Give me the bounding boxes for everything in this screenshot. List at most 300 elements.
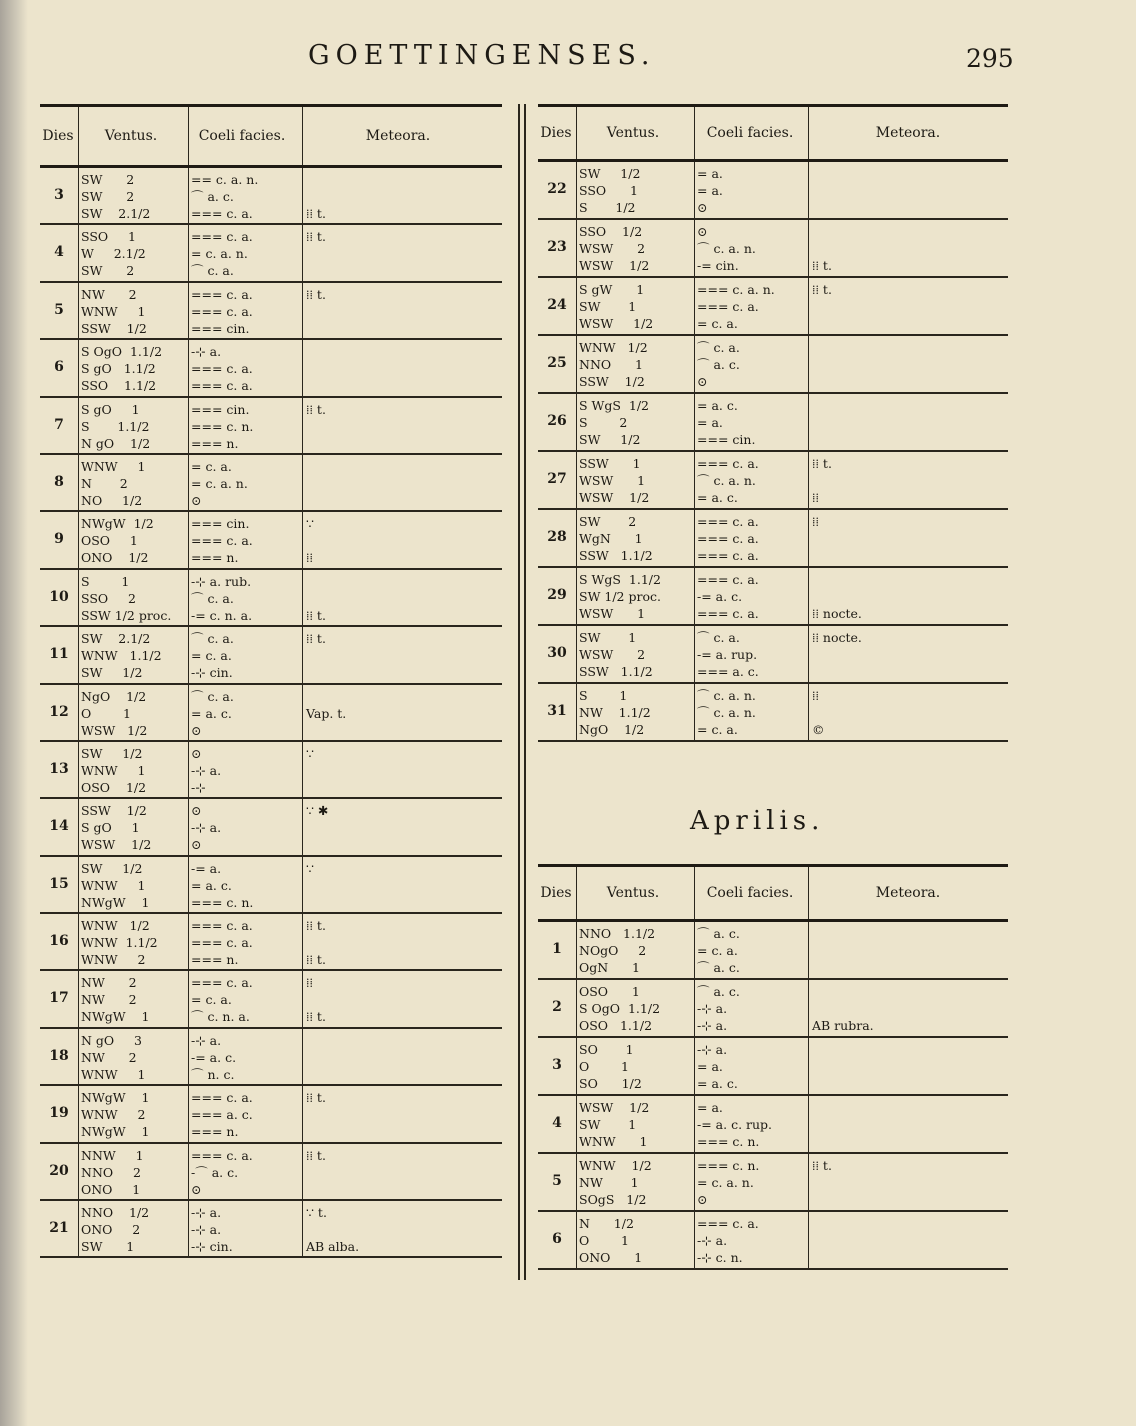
column-rule xyxy=(78,455,79,510)
sky-cell xyxy=(697,925,740,976)
column-rule xyxy=(302,168,303,223)
wind-cell-line: OSO 1.1/2 xyxy=(579,1018,653,1033)
header-meteora: Meteora. xyxy=(875,885,941,901)
meteora-cell-line: ⁞⁞ t. xyxy=(812,1158,832,1173)
sky-cell-line: === c. a. xyxy=(191,361,253,377)
meteora-cell-line xyxy=(306,664,326,681)
wind-cell xyxy=(579,571,661,622)
day-number: 16 xyxy=(49,933,69,950)
column-rule xyxy=(576,278,577,334)
wind-cell-line: S 1 xyxy=(81,573,130,589)
day-row xyxy=(40,340,502,397)
meteora-cell xyxy=(306,802,328,853)
sky-cell-line: -⊹ c. n. xyxy=(697,1250,743,1265)
meteora-cell xyxy=(306,401,326,452)
meteora-cell-line xyxy=(306,991,326,1008)
wind-cell-line: S gO 1 xyxy=(81,820,140,836)
wind-cell-line: SSO 1/2 xyxy=(579,224,643,239)
meteora-cell xyxy=(812,629,862,680)
day-number: 26 xyxy=(547,413,567,429)
sky-cell xyxy=(697,455,759,506)
meteora-cell-line: ⁞⁞ nocte. xyxy=(812,630,862,645)
wind-cell-line: SW 1 xyxy=(579,630,637,645)
column-rule xyxy=(694,452,695,508)
day-number: 24 xyxy=(547,297,567,313)
day-number: 11 xyxy=(49,646,69,663)
sky-cell-line: ⌒ a. c. xyxy=(697,357,740,372)
day-row xyxy=(538,336,1008,394)
table-body xyxy=(538,922,1008,1270)
meteora-cell-line xyxy=(306,188,326,205)
sky-cell xyxy=(697,1041,738,1092)
sky-cell-line: === c. a. xyxy=(697,1216,759,1231)
sky-cell xyxy=(697,223,756,274)
sky-cell xyxy=(697,397,755,448)
sky-cell xyxy=(697,339,740,390)
column-rule xyxy=(188,168,189,223)
day-row xyxy=(40,283,502,340)
wind-cell xyxy=(579,281,653,332)
day-number: 12 xyxy=(49,703,69,720)
wind-cell-line: S WgS 1.1/2 xyxy=(579,572,661,587)
meteora-cell-line: ⁞⁞ t. xyxy=(812,456,832,471)
sky-cell-line: = c. a. xyxy=(697,722,738,737)
meteora-cell-line xyxy=(306,590,326,607)
wind-cell-line: WNW 1.1/2 xyxy=(81,648,162,664)
sky-cell-line: -⊹ a. xyxy=(191,344,222,360)
wind-cell-line: SW 1/2 xyxy=(579,166,641,181)
sky-cell-line: ⌒ c. a. n. xyxy=(697,705,756,720)
column-rule xyxy=(188,512,189,567)
column-rule xyxy=(302,1144,303,1199)
wind-cell-line: SW 1 xyxy=(81,1239,135,1255)
column-rule xyxy=(302,1086,303,1141)
meteora-cell xyxy=(306,515,314,566)
sky-cell-line: ⊙ xyxy=(191,745,202,761)
wind-cell xyxy=(81,515,154,566)
column-rule xyxy=(78,627,79,682)
sky-cell xyxy=(191,802,221,853)
column-rule xyxy=(694,980,695,1036)
meteora-cell-line: AB alba. xyxy=(306,1239,360,1255)
meteora-cell xyxy=(812,687,825,738)
sky-cell-line: === c. a. xyxy=(191,918,253,934)
wind-cell xyxy=(579,397,649,448)
column-rule xyxy=(576,336,577,392)
column-divider xyxy=(518,104,520,1280)
meteora-cell-line xyxy=(306,1106,326,1123)
day-row xyxy=(40,914,502,971)
meteora-cell xyxy=(306,1147,326,1198)
sky-cell-line: === c. a. xyxy=(697,548,759,563)
meteora-cell-line xyxy=(306,1221,359,1238)
meteora-cell-line: ⁞⁞ xyxy=(306,550,313,566)
meteora-cell-line: ∵ ✱ xyxy=(306,803,329,819)
wind-cell xyxy=(81,974,149,1025)
meteora-cell-line: Vap. t. xyxy=(306,705,347,721)
meteora-cell-line xyxy=(812,1191,832,1208)
sky-cell-line: ⌒ c. a. n. xyxy=(697,241,756,256)
wind-cell-line: SSW 1.1/2 xyxy=(579,548,653,563)
wind-cell xyxy=(81,745,146,796)
wind-cell-line: WNW 1 xyxy=(81,877,146,893)
column-rule xyxy=(808,626,809,682)
sky-cell-line: -⊹ a. xyxy=(697,1233,728,1248)
column-rule xyxy=(188,570,189,625)
header-coeli: Coeli facies. xyxy=(706,125,794,141)
column-rule xyxy=(302,283,303,338)
column-rule xyxy=(808,684,809,740)
sky-cell-line: = a. xyxy=(697,166,723,181)
wind-cell xyxy=(81,1147,144,1198)
wind-cell-line: S 1 xyxy=(579,688,628,703)
day-row xyxy=(538,980,1008,1038)
day-row xyxy=(538,394,1008,452)
wind-cell xyxy=(81,688,147,739)
column-rule xyxy=(576,922,577,978)
column-rule xyxy=(694,684,695,740)
sky-cell-line: ⊙ xyxy=(191,722,202,738)
wind-cell-line: O 1 xyxy=(579,1233,629,1248)
wind-cell xyxy=(81,917,158,968)
column-rule xyxy=(78,799,79,854)
day-row xyxy=(40,857,502,914)
column-rule xyxy=(694,626,695,682)
wind-cell-line: NW 2 xyxy=(81,992,137,1008)
meteora-cell-line xyxy=(306,303,326,320)
column-rule xyxy=(78,1029,79,1084)
wind-cell xyxy=(579,687,651,738)
wind-cell-line: OgN 1 xyxy=(579,960,640,975)
march-table-left xyxy=(40,104,502,1258)
meteora-cell-line: ⁞⁞ t. xyxy=(306,1009,326,1025)
column-rule xyxy=(188,857,189,912)
wind-cell-line: SW 1/2 xyxy=(81,665,143,681)
sky-cell-line: === c. n. xyxy=(697,1158,760,1173)
wind-cell-line: SSW 1 xyxy=(579,456,641,471)
sky-cell-line: ⌒ c. a. xyxy=(191,631,234,647)
wind-cell-line: S OgO 1.1/2 xyxy=(81,344,163,360)
wind-cell-line: O 1 xyxy=(81,705,131,721)
wind-cell-line: WNW 1 xyxy=(81,303,146,319)
column-rule xyxy=(78,570,79,625)
column-rule xyxy=(808,1154,809,1210)
meteora-cell-line: ⁞⁞ nocte. xyxy=(812,606,862,621)
meteora-cell-line: ⁞⁞ xyxy=(812,490,819,505)
column-rule xyxy=(694,1212,695,1268)
column-rule xyxy=(576,220,577,276)
meteora-cell-line: ⁞⁞ t. xyxy=(306,401,326,417)
meteora-cell-line xyxy=(306,647,326,664)
column-rule xyxy=(694,922,695,978)
column-rule xyxy=(302,627,303,682)
sky-cell-line: === c. a. xyxy=(191,1090,253,1106)
column-rule xyxy=(78,168,79,223)
sky-cell-line: === c. a. xyxy=(191,533,253,549)
meteora-cell-line: ∵ xyxy=(306,745,314,761)
meteora-cell xyxy=(306,1089,326,1140)
header-coeli: Coeli facies. xyxy=(198,128,286,144)
column-rule xyxy=(188,627,189,682)
wind-cell xyxy=(579,1099,649,1150)
meteora-cell-line xyxy=(306,894,314,911)
meteora-cell-line: ⁞⁞ t. xyxy=(306,1090,326,1106)
sky-cell-line: === cin. xyxy=(697,432,756,447)
wind-cell xyxy=(81,286,147,337)
sky-cell-line: = a. c. xyxy=(697,398,738,413)
sky-cell-line: === n. xyxy=(191,1124,239,1140)
sky-cell-line: === c. a. xyxy=(191,206,253,221)
wind-cell-line: N 2 xyxy=(81,475,128,491)
column-rule xyxy=(78,340,79,395)
day-number: 30 xyxy=(547,645,567,661)
sky-cell-line: ⊙ xyxy=(697,200,708,215)
column-rule xyxy=(576,568,577,624)
sky-cell-line: === cin. xyxy=(191,320,250,336)
day-number: 6 xyxy=(552,1231,562,1247)
wind-cell-line: SW 1/2 xyxy=(81,860,143,876)
wind-cell-line: S gW 1 xyxy=(579,282,645,297)
day-number: 15 xyxy=(49,875,69,892)
sky-cell-line: -⊹ xyxy=(191,779,206,795)
day-number: 7 xyxy=(54,416,64,433)
sky-cell-line: ⌒ a. c. xyxy=(697,960,740,975)
sky-cell xyxy=(191,745,221,796)
wind-cell-line: WNW 1 xyxy=(81,762,146,778)
sky-cell-line: === cin. xyxy=(191,516,250,532)
column-rule xyxy=(808,394,809,450)
sky-cell-line: = a. c. xyxy=(191,705,232,721)
wind-cell-line: WSW 1 xyxy=(579,606,646,621)
meteora-cell-line xyxy=(306,573,326,590)
wind-cell-line: WSW 1 xyxy=(579,473,646,488)
sky-cell xyxy=(697,983,740,1034)
day-number: 5 xyxy=(54,301,64,318)
meteora-cell-line: ∵ xyxy=(306,860,314,876)
sky-cell-line: == c. a. n. xyxy=(191,172,259,187)
sky-cell-line: === c. a. xyxy=(191,229,253,245)
column-rule xyxy=(78,1144,79,1199)
day-row xyxy=(538,1212,1008,1270)
sky-cell-line: ⌒ a. c. xyxy=(697,926,740,941)
day-row xyxy=(538,1154,1008,1212)
meteora-cell-line xyxy=(306,1123,326,1140)
sky-cell xyxy=(697,281,775,332)
column-rule xyxy=(78,857,79,912)
meteora-cell-line: ⁞⁞ xyxy=(812,688,819,703)
day-row xyxy=(40,685,502,742)
wind-cell-line: NNO 2 xyxy=(81,1164,141,1180)
column-rule xyxy=(78,283,79,338)
wind-cell-line: NWgW 1 xyxy=(81,1090,150,1106)
meteora-cell-line: ∵ xyxy=(306,516,314,532)
meteora-cell-line xyxy=(812,588,862,605)
wind-cell xyxy=(579,339,648,390)
wind-cell-line: NW 2 xyxy=(81,1049,137,1065)
sky-cell-line: === c. a. n. xyxy=(697,282,775,297)
column-rule xyxy=(302,512,303,567)
meteora-cell-line xyxy=(812,1174,832,1191)
column-rule xyxy=(188,1086,189,1141)
column-rule xyxy=(808,510,809,566)
wind-cell-line: SSW 1/2 xyxy=(579,374,645,389)
wind-cell xyxy=(579,165,640,216)
column-rule xyxy=(576,980,577,1036)
column-rule xyxy=(78,225,79,280)
sky-cell-line: ⌒ c. a. xyxy=(697,340,740,355)
wind-cell-line: SSO 1.1/2 xyxy=(81,378,157,394)
wind-cell-line: OSO 1/2 xyxy=(81,779,147,795)
wind-cell-line: SW 2 xyxy=(81,172,135,187)
meteora-cell-line xyxy=(812,663,862,680)
wind-cell-line: SO 1 xyxy=(579,1042,634,1057)
meteora-cell-line xyxy=(812,983,874,1000)
sky-cell-line: === c. a. xyxy=(191,1147,253,1163)
sky-cell-line: === c. a. xyxy=(697,606,759,621)
meteora-cell xyxy=(306,1204,359,1255)
day-number: 21 xyxy=(49,1220,69,1237)
meteora-cell xyxy=(306,745,314,796)
meteora-cell xyxy=(812,983,874,1034)
header-ventus: Ventus. xyxy=(606,125,660,141)
header-dies: Dies xyxy=(540,885,572,901)
column-rule xyxy=(188,742,189,797)
meteora-cell-line xyxy=(812,547,819,564)
day-number: 13 xyxy=(49,760,69,777)
wind-cell-line: SSO 1 xyxy=(579,183,638,198)
sky-cell xyxy=(191,974,253,1025)
day-row xyxy=(538,220,1008,278)
page-number: 295 xyxy=(966,44,1014,73)
wind-cell xyxy=(579,1041,642,1092)
column-rule xyxy=(78,1086,79,1141)
wind-cell-line: NWgW 1 xyxy=(81,1124,150,1140)
meteora-cell-line: ⁞⁞ t. xyxy=(306,1147,326,1163)
day-number: 10 xyxy=(49,588,69,605)
sky-cell-line: = c. a. n. xyxy=(191,475,248,491)
header-dies: Dies xyxy=(540,125,572,141)
day-row xyxy=(40,1029,502,1086)
wind-cell-line: SW 2 xyxy=(579,514,637,529)
wind-cell xyxy=(81,458,145,509)
wind-cell-line: SSW 1/2 xyxy=(81,320,147,336)
column-rule xyxy=(808,162,809,218)
day-number: 14 xyxy=(49,818,69,835)
meteora-cell-line xyxy=(306,1164,326,1181)
wind-cell-line: WNW 1.1/2 xyxy=(81,935,158,951)
wind-cell-line: WNW 1/2 xyxy=(81,918,150,934)
wind-cell xyxy=(81,860,149,911)
wind-cell-line: WNW 1 xyxy=(81,458,146,474)
sky-cell xyxy=(191,171,258,222)
column-rule xyxy=(694,1154,695,1210)
sky-cell-line: === c. a. xyxy=(191,286,253,302)
meteora-cell-line xyxy=(306,836,328,853)
page-title: GOETTINGENSES. xyxy=(308,40,656,71)
column-rule xyxy=(694,1038,695,1094)
sky-cell-line: === c. n. xyxy=(191,418,254,434)
wind-cell xyxy=(81,171,150,222)
meteora-cell-line: ∵ t. xyxy=(306,1205,327,1221)
day-number: 3 xyxy=(54,187,64,203)
sky-cell xyxy=(191,1089,253,1140)
meteora-cell-line: ⁞⁞ t. xyxy=(306,607,326,623)
meteora-cell-line xyxy=(306,171,326,188)
meteora-cell-line xyxy=(812,571,862,588)
wind-cell xyxy=(81,343,162,394)
meteora-cell-line xyxy=(306,877,314,894)
meteora-cell-line xyxy=(306,722,346,739)
sky-cell-line: = c. a. xyxy=(191,648,232,664)
column-rule xyxy=(576,684,577,740)
meteora-cell xyxy=(812,571,862,622)
wind-cell xyxy=(579,223,649,274)
sky-cell xyxy=(697,629,759,680)
sky-cell-line: ⌒ c. a. xyxy=(697,630,740,645)
column-rule xyxy=(576,162,577,218)
column-rule xyxy=(78,1201,79,1256)
sky-cell-line: === c. a. xyxy=(697,456,759,471)
column-rule xyxy=(576,1212,577,1268)
day-number: 17 xyxy=(49,990,69,1007)
sky-cell-line: === c. a. xyxy=(191,975,253,991)
column-rule xyxy=(302,455,303,510)
sky-cell xyxy=(697,1157,759,1208)
column-rule xyxy=(808,278,809,334)
sky-cell xyxy=(191,228,253,279)
meteora-cell xyxy=(306,688,346,739)
sky-cell-line: -⊹ cin. xyxy=(191,665,233,681)
meteora-cell-line xyxy=(306,819,328,836)
meteora-cell-line xyxy=(306,934,326,951)
column-rule xyxy=(302,914,303,969)
column-rule xyxy=(694,220,695,276)
meteora-cell-line xyxy=(306,532,314,549)
sky-cell-line: = c. a. n. xyxy=(191,246,248,262)
day-row xyxy=(40,1086,502,1143)
sky-cell-line: === a. c. xyxy=(697,664,759,679)
wind-cell-line: S gO 1 xyxy=(81,401,140,417)
wind-cell-line: S 1.1/2 xyxy=(81,418,150,434)
wind-cell-line: S 1/2 xyxy=(579,200,636,215)
column-rule xyxy=(302,799,303,854)
column-rule xyxy=(694,394,695,450)
wind-cell xyxy=(81,228,146,279)
table-body xyxy=(538,162,1008,742)
meteora-cell-line xyxy=(306,262,326,279)
meteora-cell-line: ⁞⁞ t. xyxy=(306,631,326,647)
wind-cell-line: WgN 1 xyxy=(579,531,643,546)
wind-cell-line: NW 1.1/2 xyxy=(579,705,651,720)
sky-cell-line: -= a. c. xyxy=(697,589,743,604)
wind-cell-line: WSW 1/2 xyxy=(81,722,148,738)
column-rule xyxy=(576,1096,577,1152)
column-rule xyxy=(188,1029,189,1084)
sky-cell-line: -⊹ a. xyxy=(191,1222,222,1238)
wind-cell-line: WSW 1/2 xyxy=(81,837,152,853)
wind-cell-line: W 2.1/2 xyxy=(81,246,146,262)
column-rule xyxy=(188,914,189,969)
wind-cell-line: SO 1/2 xyxy=(579,1076,642,1091)
meteora-cell-line xyxy=(812,646,862,663)
column-rule xyxy=(188,225,189,280)
meteora-cell-line xyxy=(812,298,832,315)
day-number: 27 xyxy=(547,471,567,487)
day-row xyxy=(40,799,502,856)
sky-cell-line: ⌒ c. a. xyxy=(191,688,234,704)
header-meteora: Meteora. xyxy=(365,128,431,144)
wind-cell xyxy=(579,925,655,976)
